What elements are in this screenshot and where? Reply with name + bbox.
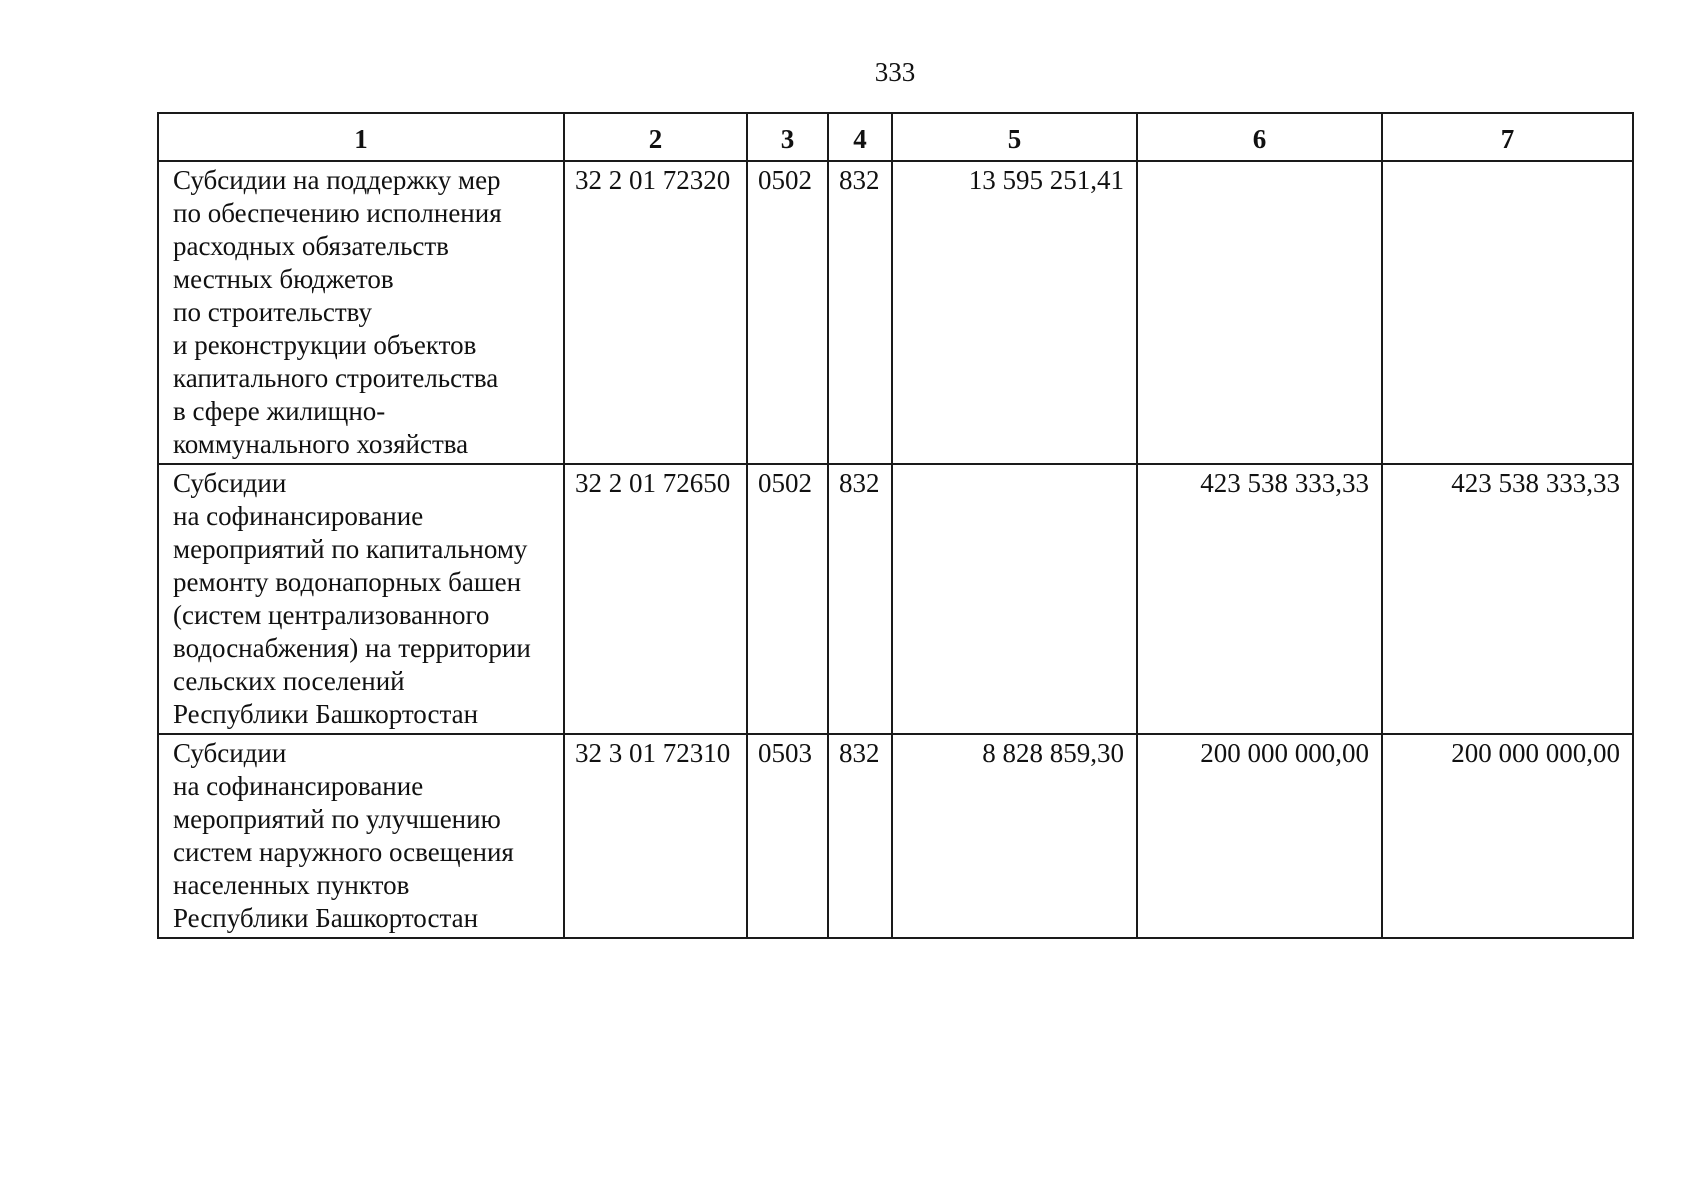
page-number: 333 <box>874 57 916 87</box>
header-col-2: 2 <box>564 113 747 161</box>
table-row <box>158 734 1633 938</box>
table-row <box>158 464 1633 734</box>
row-amount-col-7: 423 538 333,33 <box>1382 464 1633 734</box>
header-col-1: 1 <box>158 113 564 161</box>
row-target-code: 32 2 01 72320 <box>564 161 747 464</box>
row-amount-col-6: 423 538 333,33 <box>1137 464 1382 734</box>
header-col-4: 4 <box>828 113 892 161</box>
row-amount-col-5 <box>892 464 1137 734</box>
row-target-code: 32 3 01 72310 <box>564 734 747 938</box>
row-expense-type: 832 <box>828 734 892 938</box>
row-description: Субсидии на софинансирование мероприятий по капитальному ремонту водонапорных башен (систем централизованного водоснабжения) на территории сельских поселений Республики Башкортостан <box>158 464 564 734</box>
row-expense-type: 832 <box>828 161 892 464</box>
row-amount-col-6 <box>1137 161 1382 464</box>
budget-table <box>157 112 1634 939</box>
row-amount-col-7: 200 000 000,00 <box>1382 734 1633 938</box>
row-amount-col-6: 200 000 000,00 <box>1137 734 1382 938</box>
row-section-code: 0503 <box>747 734 828 938</box>
row-section-code: 0502 <box>747 161 828 464</box>
row-expense-type: 832 <box>828 464 892 734</box>
row-amount-col-5: 13 595 251,41 <box>892 161 1137 464</box>
header-row <box>158 113 1633 161</box>
table-body <box>158 161 1633 938</box>
header-col-3: 3 <box>747 113 828 161</box>
header-col-6: 6 <box>1137 113 1382 161</box>
row-description: Субсидии на поддержку мер по обеспечению исполнения расходных обязательств местных бюджетов по строительству и реконструкции объектов капитального строительства в сфере жилищно- коммунального хозяйства <box>158 161 564 464</box>
header-col-5: 5 <box>892 113 1137 161</box>
table-header <box>158 113 1633 161</box>
row-description: Субсидии на софинансирование мероприятий по улучшению систем наружного освещения населенных пунктов Республики Башкортостан <box>158 734 564 938</box>
table-row <box>158 161 1633 464</box>
row-amount-col-5: 8 828 859,30 <box>892 734 1137 938</box>
row-section-code: 0502 <box>747 464 828 734</box>
row-target-code: 32 2 01 72650 <box>564 464 747 734</box>
header-col-7: 7 <box>1382 113 1633 161</box>
row-amount-col-7 <box>1382 161 1633 464</box>
